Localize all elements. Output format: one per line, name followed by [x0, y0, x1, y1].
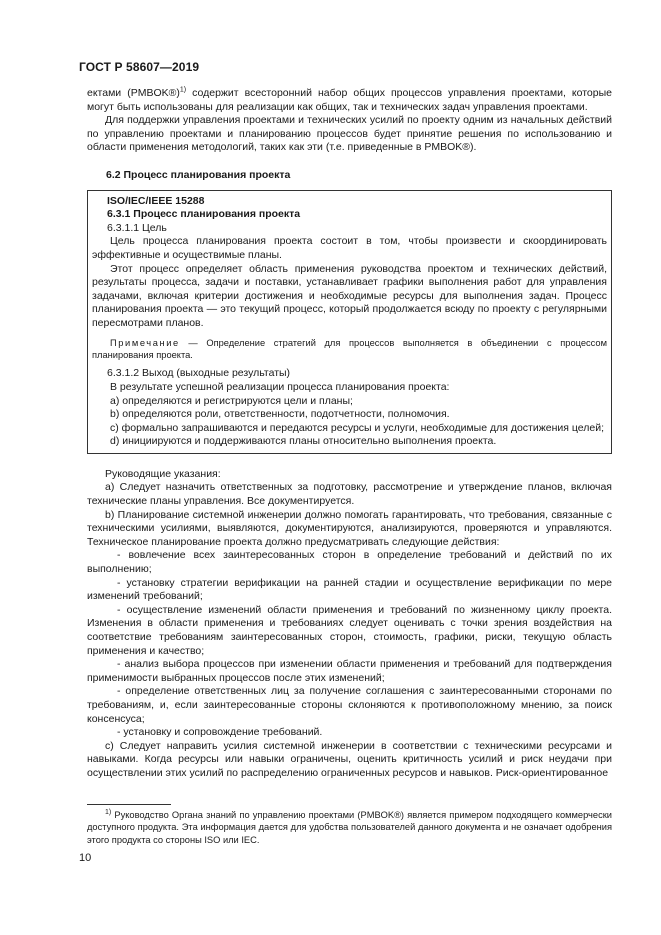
- guidance-item-c: c) Следует направить усилия системной инженерии в соответствии с техническими ресурсами и навыками. Когда ресурсы или навыки ограничены, оценить критичность усилий и риск неудачи при осуществлении этих усилий по распределению ограниченных ресурсов и навыков. Риск-ориентированное: [87, 739, 612, 779]
- box-subheading: 6.3.1 Процесс планирования проекта: [107, 208, 301, 221]
- page-number: 10: [79, 852, 92, 864]
- document-header: ГОСТ Р 58607—2019: [79, 60, 200, 74]
- guidance-title: Руководящие указания:: [105, 467, 221, 480]
- intro-line-prefix: ектами (PMBOK®): [87, 87, 180, 99]
- guidance-item-b: b) Планирование системной инженерии должно помогать гарантировать, что требования, связанные с техническими усилиями, выявляются, документируются, анализируются, проверяются и управляются. Техническое планирование проекта должно предусматривать следующие действия:: [87, 508, 612, 548]
- outcome-item: c) формально запрашиваются и передаются ресурсы и услуги, необходимые для достижения целей;: [110, 421, 604, 434]
- guidance-b-action: - определение ответственных лиц за получение соглашения с заинтересованными сторонами по требованиям, и, если заинтересованные стороны склоняются к противоположному мнению, за поиск консенсуса;: [87, 685, 612, 725]
- intro-paragraph-1: [87, 87, 612, 114]
- guidance-b-action: - анализ выбора процессов при изменении области применения и требований для подтверждения применимости выбранных процессов после этих изменений;: [87, 658, 612, 684]
- clause-outcomes: 6.3.1.2 Выход (выходные результаты): [107, 367, 291, 380]
- intro-paragraph-2: Для поддержки управления проектами и технических усилий по проекту одним из начальных действий по управлению проектами и планированию процессов будет принятие решения по использованию и области применения методологий, таких как эти (т.е. приведенные в PMBOK®).: [87, 114, 612, 154]
- footnote-marker: 1): [105, 808, 112, 816]
- outcome-item: b) определяются роли, ответственности, подотчетности, полномочия.: [110, 408, 450, 421]
- guidance-b-action: - осуществление изменений области применения и требований по жизненному циклу проекта. Изменения в области применения и требованиях следует оценивать с точки зрения воздействия на соответствие требованиям заинтересованных сторон, стоимость, графики, риски, текущую область применения и качество;: [87, 603, 612, 657]
- clause-purpose: 6.3.1.1 Цель: [107, 221, 167, 234]
- footnote-text: Руководство Органа знаний по управлению проектами (PMBOK®) является примером подходящего коммерчески доступного продукта. Эта информация дается для удобства пользователей данного документа и не означает одобрения этого продукта со стороны ISO или IEC.: [87, 810, 612, 845]
- note-label: Примечание: [110, 337, 180, 348]
- outcome-item: d) инициируются и поддерживаются планы относительно выполнения проекта.: [110, 435, 497, 448]
- footnote: [87, 809, 612, 846]
- intro-line-rest: содержит всесторонний набор общих процессов управления проектами, которые могут быть использованы для реализации как общих, так и технических задач управления проектами.: [87, 87, 612, 113]
- outcome-item: a) определяются и регистрируются цели и планы;: [110, 394, 353, 407]
- section-heading: 6.2 Процесс планирования проекта: [106, 168, 291, 181]
- purpose-paragraph-2: Этот процесс определяет область применения руководства проектом и технических действий, результаты процесса, задачи и поставки, устанавливает графики выполнения работ для управления задачами, включая критерии достижения и необходимые ресурсы для выполнения задач. Процесс планирования проекта — это текущий процесс, который продолжается всюду по проекту с регулярными пересмотрами планов.: [92, 262, 607, 329]
- footnote-reference: 1): [179, 86, 187, 94]
- guidance-item-a: a) Следует назначить ответственных за подготовку, рассмотрение и утверждение планов, включая технические планы управления. Все документируется.: [87, 481, 612, 508]
- guidance-b-action: - установку стратегии верификации на ранней стадии и осуществление верификации по мере изменений требований;: [87, 576, 612, 603]
- guidance-b-action: - вовлечение всех заинтересованных сторон в определение требований и действий по их выполнению;: [87, 549, 612, 576]
- standard-quote-box: [87, 190, 612, 454]
- guidance-b-action: - установку и сопровождение требований.: [117, 726, 323, 739]
- footnote-divider: [87, 804, 171, 805]
- outcomes-intro: В результате успешной реализации процесса планирования проекта:: [110, 380, 450, 393]
- note-text: — Определение стратегий для процессов выполняется в объединении с процессом планирования проекта.: [92, 337, 607, 360]
- note: [92, 337, 607, 362]
- purpose-paragraph-1: Цель процесса планирования проекта состоит в том, чтобы произвести и скоординировать эффективные и осуществимые планы.: [92, 235, 607, 261]
- page-body: [87, 87, 612, 781]
- standard-reference: ISO/IEC/IEEE 15288: [107, 194, 205, 207]
